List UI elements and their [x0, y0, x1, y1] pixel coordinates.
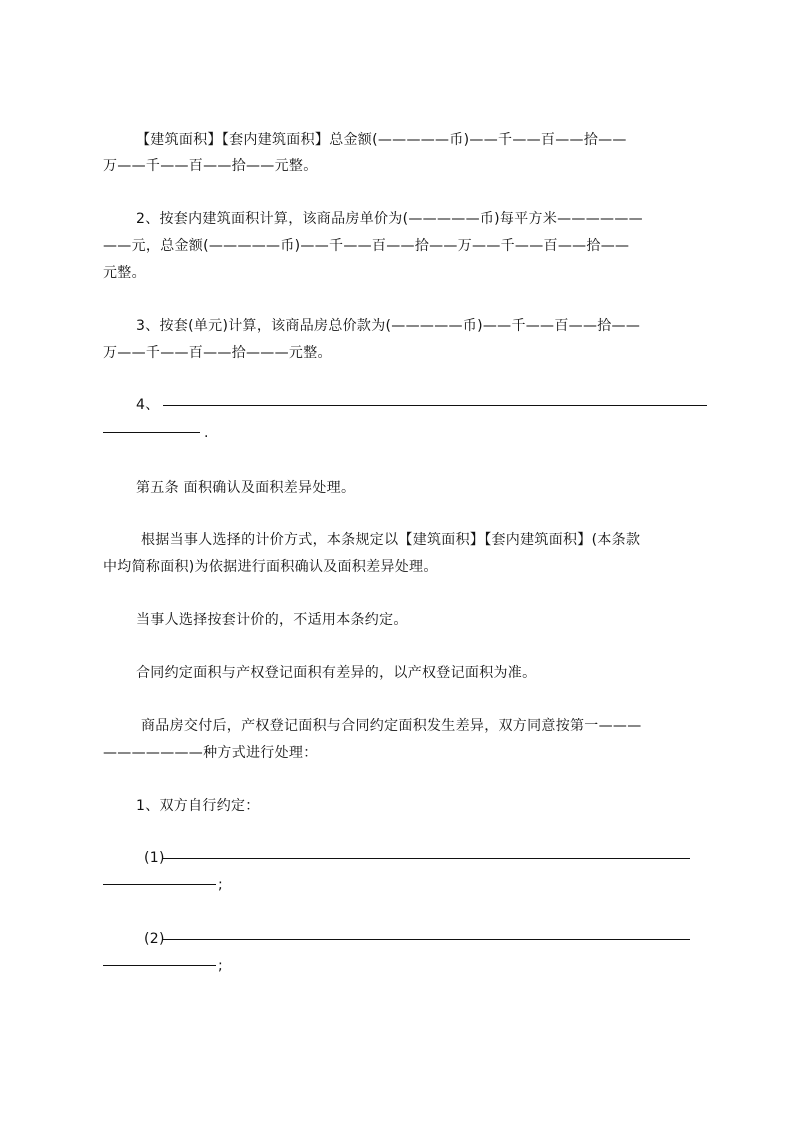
sub-item-1-1-blank-line: [163, 858, 690, 859]
para-1-line-2: 万——千——百——拾——元整。: [103, 158, 318, 174]
item-4-label: 4、: [136, 397, 160, 413]
item-4-blank-line: [163, 405, 707, 406]
para-9-line-2: ———————种方式进行处理：: [103, 745, 318, 761]
para-6-line-1: 根据当事人选择的计价方式，本条规定以【建筑面积】【套内建筑面积】(本条款: [141, 532, 641, 548]
sub-item-1-1-blank-continuation: [103, 884, 216, 885]
article-5-heading: 第五条 面积确认及面积差异处理。: [136, 480, 356, 496]
item-4-blank-continuation: [103, 432, 200, 433]
sub-item-1-1-tail: ;: [218, 877, 224, 893]
sub-item-1-heading: 1、双方自行约定：: [136, 798, 260, 814]
para-1-line-1: 【建筑面积】【套内建筑面积】总金额(—————币)——千——百——拾——: [136, 132, 627, 148]
para-3-line-1: 3、按套(单元)计算，该商品房总价款为(—————币)——千——百——拾——: [136, 318, 641, 334]
para-2-line-1: 2、按套内建筑面积计算，该商品房单价为(—————币)每平方米——————: [136, 211, 643, 227]
sub-item-1-1-label: (1): [144, 850, 165, 866]
para-6-line-2: 中均简称面积)为依据进行面积确认及面积差异处理。: [103, 559, 438, 575]
para-3-line-2: 万——千——百——拾———元整。: [103, 345, 332, 361]
para-2-line-2: ——元，总金额(—————币)——千——百——拾——万——千——百——拾——: [103, 238, 630, 254]
sub-item-1-2-blank-line: [163, 939, 690, 940]
para-9-line-1: 商品房交付后，产权登记面积与合同约定面积发生差异，双方同意按第一———: [141, 718, 642, 734]
sub-item-1-2-blank-continuation: [103, 965, 216, 966]
item-4-tail: .: [204, 425, 209, 441]
para-8: 合同约定面积与产权登记面积有差异的，以产权登记面积为准。: [136, 665, 537, 681]
sub-item-1-2-tail: ;: [218, 958, 224, 974]
para-2-line-3: 元整。: [103, 265, 146, 281]
sub-item-1-2-label: (2): [144, 931, 165, 947]
para-7: 当事人选择按套计价的，不适用本条约定。: [136, 612, 408, 628]
